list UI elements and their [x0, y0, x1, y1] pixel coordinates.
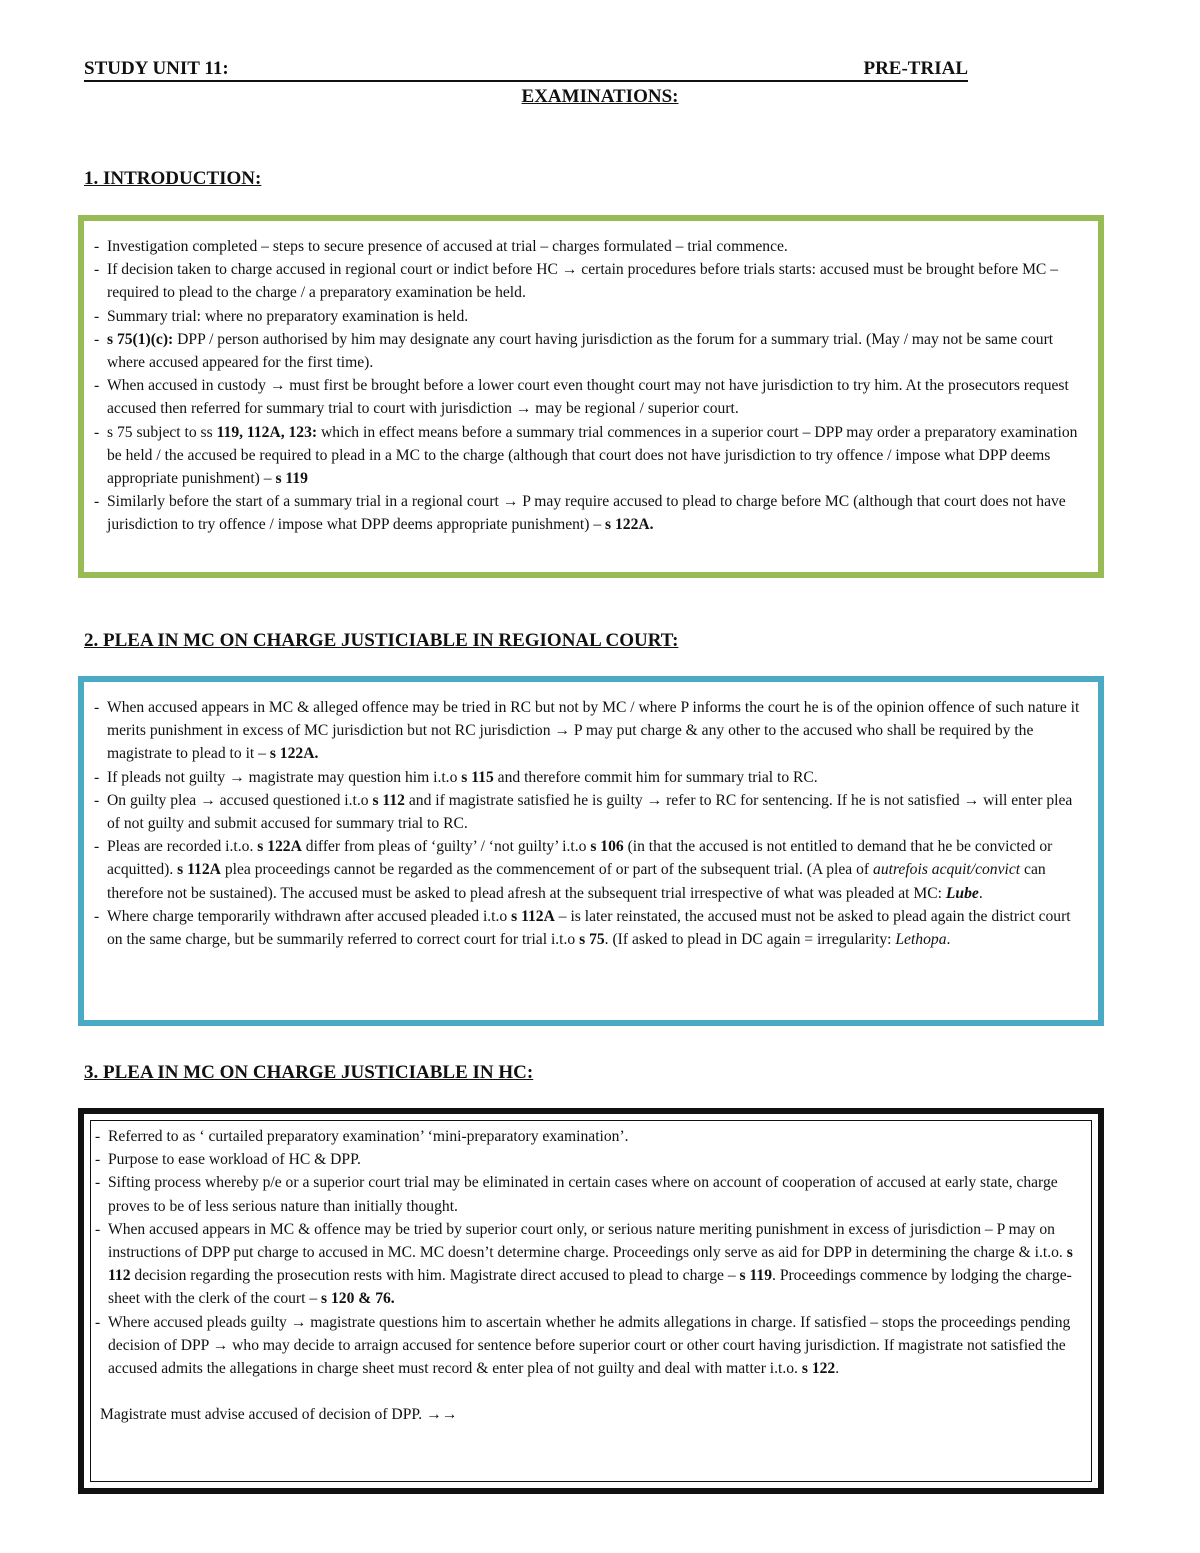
latin-term: autrefois acquit/convict	[873, 861, 1021, 879]
list-item	[95, 1218, 1083, 1311]
item-text: Purpose to ease workload of HC & DPP.	[108, 1151, 361, 1169]
list-item	[94, 835, 1084, 905]
item-text: Sifting process whereby p/e or a superior court trial may be eliminated in certain cases where on account of cooperation of accused at early state, charge proves to be of less serious nature than initially thought.	[108, 1174, 1058, 1215]
list-item	[94, 305, 1084, 328]
item-text: Similarly before the start of a summary trial in a regional court → P may require accused to plead to charge before MC (although that court does not have jurisdiction to try offence / impose what DPP deems appropriate punishment) –	[107, 493, 1066, 534]
section-reference: s 122A.	[605, 516, 654, 534]
item-text: .	[946, 931, 951, 949]
list-item	[94, 905, 1084, 951]
item-text: plea proceedings cannot be regarded as the commencement of or part of the subsequent trial. (A plea of	[220, 861, 874, 879]
section-reference: s 112	[372, 791, 405, 809]
title-underline	[84, 80, 968, 82]
list-item	[94, 490, 1084, 536]
section-reference: s 122	[801, 1360, 836, 1378]
item-text: When accused in custody → must first be brought before a lower court even thought court may not have jurisdiction to try him. At the prosecutors request accused then referred for summary trial to court with jurisdiction → may be regional / superior court.	[107, 377, 1069, 418]
list-item	[95, 1171, 1083, 1217]
spacer	[95, 1380, 1083, 1403]
section-reference: s 119	[739, 1267, 773, 1285]
case-name: Lethopa	[895, 931, 947, 949]
item-text: Pleas are recorded i.t.o.	[107, 838, 258, 856]
list-item	[94, 328, 1084, 374]
item-text: s 75 subject to ss	[107, 423, 217, 441]
section-reference: s 115	[461, 768, 494, 786]
title-subtitle-text: EXAMINATIONS:	[521, 86, 679, 107]
high-court-box	[78, 1108, 1104, 1494]
item-text: . (If asked to plead in DC again = irregularity:	[604, 931, 896, 949]
section-reference: s 122A	[257, 838, 302, 856]
list-item	[94, 766, 1084, 789]
item-text: and therefore commit him for summary trial to RC.	[493, 768, 818, 786]
item-text: and if magistrate satisfied he is guilty → refer to RC for sentencing. If he is not satisfied → will enter plea of not guilty and submit accused for summary trial to RC.	[107, 791, 1073, 833]
item-text: Investigation completed – steps to secure presence of accused at trial – charges formulated – trial commence.	[107, 238, 788, 255]
list-item	[94, 421, 1084, 491]
item-text: On guilty plea → accused questioned i.t.o	[107, 791, 373, 809]
list-item	[95, 1125, 1083, 1148]
item-text: Referred to as ‘ curtailed preparatory examination’ ‘mini-preparatory examination’.	[108, 1128, 629, 1145]
section-heading-introduction: 1. INTRODUCTION:	[84, 168, 262, 189]
item-text: When accused appears in MC & offence may be tried by superior court only, or serious nature meriting punishment in excess of jurisdiction – P may on instructions of DPP put charge to accused in MC. MC doesn’t determine charge. Proceedings only serve as aid for DPP in determining the charge & i.t.o.	[108, 1220, 1067, 1262]
section-reference: 119, 112A, 123:	[216, 423, 318, 441]
list-item	[94, 696, 1084, 766]
section-reference: s 112A	[177, 861, 221, 879]
item-text: – is later reinstated, the accused must not be asked to plead again the district court on the same charge, but be summarily referred to correct court for trial i.t.o	[107, 907, 1071, 949]
high-court-box-inner	[90, 1120, 1092, 1482]
section-reference: s 112	[108, 1244, 1073, 1285]
section-heading-regional-court: 2. PLEA IN MC ON CHARGE JUSTICIABLE IN REGIONAL COURT:	[84, 630, 679, 651]
regional-court-box	[78, 676, 1104, 1026]
case-name: Lube	[945, 884, 979, 902]
section-reference: s 75	[579, 931, 605, 949]
item-text: can therefore not be sustained). The accused must be asked to plead afresh at the subsequent trial irrespective of what was pleaded at MC:	[107, 861, 1046, 902]
item-text: .	[978, 884, 983, 902]
list-item	[94, 258, 1084, 304]
section-reference: s 112A	[511, 907, 555, 925]
list-item	[95, 1311, 1083, 1381]
item-text: (in that the accused is not entitled to demand that he be convicted or acquitted).	[107, 838, 1053, 879]
list-item	[95, 1148, 1083, 1171]
list-item	[94, 235, 1084, 258]
list-item	[94, 789, 1084, 835]
title-subtitle	[0, 86, 1200, 108]
item-text: Where accused pleads guilty → magistrate questions him to ascertain whether he admits allegations in charge. If satisfied – stops the proceedings pending decision of DPP → who may decide to arraign accused for sentence before superior court or other court having jurisdiction. If magistrate not satisfied the accused admits the allegations in charge sheet must record & enter plea of not guilty and deal with matter i.t.o.	[108, 1313, 1071, 1378]
section-reference: s 75(1)(c):	[107, 330, 174, 348]
item-text: DPP / person authorised by him may designate any court having jurisdiction as the forum for a summary trial. (May / may not be same court where accused appeared for the first time).	[107, 330, 1054, 372]
title-left: STUDY UNIT 11:	[84, 58, 229, 79]
section-reference: s 119	[275, 470, 308, 488]
item-text: If pleads not guilty → magistrate may question him i.t.o	[107, 768, 462, 786]
footer-note: Magistrate must advise accused of decision of DPP. →→	[100, 1406, 458, 1424]
item-text: differ from pleas of ‘guilty’ / ‘not guilty’ i.t.o	[301, 838, 591, 856]
item-text: . Proceedings commence by lodging the charge-sheet with the clerk of the court –	[108, 1267, 1072, 1308]
item-text: Where charge temporarily withdrawn after accused pleaded i.t.o	[107, 907, 512, 925]
section-reference: s 122A.	[269, 745, 319, 763]
introduction-box	[78, 215, 1104, 578]
section-reference: s 106	[590, 838, 624, 856]
item-text: Summary trial: where no preparatory examination is held.	[107, 307, 469, 325]
section-reference: s 120 & 76.	[321, 1290, 395, 1308]
item-text: .	[835, 1360, 840, 1378]
title-row	[84, 58, 968, 82]
item-text: which in effect means before a summary trial commences in a superior court – DPP may order a preparatory examination be held / the accused be required to plead in a MC to the charge (although that court does not have jurisdiction to try offence / impose what DPP deems appropriate punishment) –	[107, 423, 1078, 488]
item-text: If decision taken to charge accused in regional court or indict before HC → certain procedures before trials starts: accused must be brought before MC – required to plead to the charge / a preparatory examination be held.	[107, 261, 1059, 302]
section-heading-high-court: 3. PLEA IN MC ON CHARGE JUSTICIABLE IN HC:	[84, 1062, 534, 1083]
list-item	[94, 374, 1084, 420]
item-text: When accused appears in MC & alleged offence may be tried in RC but not by MC / where P informs the court he is of the opinion offence of such nature it merits punishment in excess of MC jurisdiction but not RC jurisdiction → P may put charge & any other to the accused who shall be required by the magistrate to plead to it –	[107, 699, 1080, 763]
title-right: PRE-TRIAL	[863, 58, 968, 79]
item-text: decision regarding the prosecution rests with him. Magistrate direct accused to plead to charge –	[130, 1267, 740, 1285]
